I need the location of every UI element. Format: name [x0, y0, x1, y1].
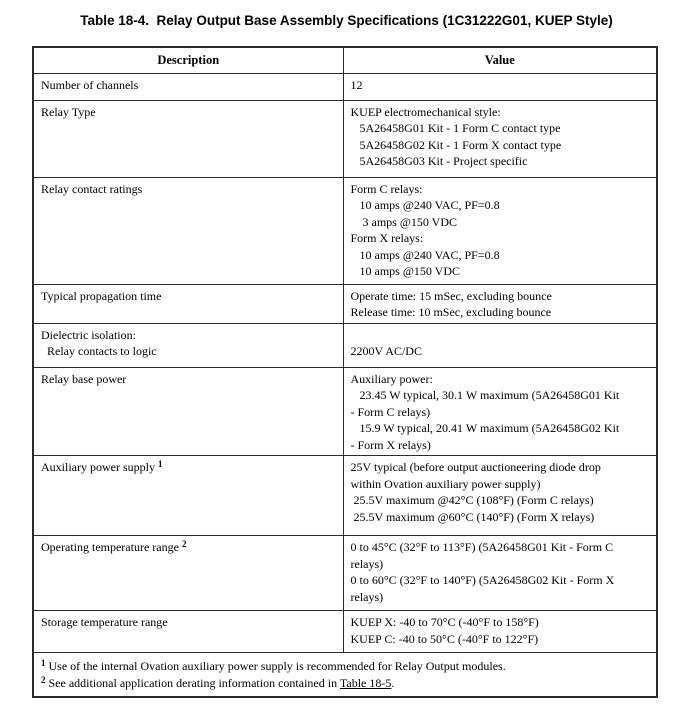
- column-header-description: Description: [33, 47, 343, 73]
- text-line: KUEP C: -40 to 50°C (-40°F to 122°F): [350, 631, 539, 646]
- footnote-text: Use of the internal Ovation auxiliary power supply is recommended for Relay Output modules.: [48, 659, 506, 673]
- table-18-5-link[interactable]: Table 18-5: [339, 676, 392, 690]
- text-line: KUEP electromechanical style:: [350, 104, 501, 119]
- text-line: Relay Type: [41, 104, 96, 119]
- cell-description: [33, 284, 343, 323]
- footnote-line: [41, 675, 650, 692]
- cell-value: [343, 456, 657, 536]
- text-line: Form C relays:: [350, 181, 423, 196]
- text-line: Typical propagation time: [41, 288, 162, 303]
- table-row: [33, 323, 657, 367]
- cell-value: [343, 100, 657, 177]
- text-line: [351, 327, 651, 344]
- header-row: [33, 47, 657, 73]
- text-line: KUEP X: -40 to 70°C (-40°F to 158°F): [350, 615, 539, 629]
- table-row: [33, 611, 657, 653]
- cell-description: [33, 177, 343, 284]
- footnote-marker: 1: [41, 657, 46, 668]
- text-line: 0 to 60°C (32°F to 140°F) (5A26458G02 Kit - Form X: [350, 573, 615, 587]
- spec-table: [32, 46, 658, 698]
- table-row: [33, 456, 657, 536]
- cell-description: [33, 323, 343, 367]
- cell-description: [33, 73, 343, 100]
- text-line: Number of channels: [41, 77, 139, 92]
- cell-description: [33, 367, 343, 456]
- text-line: Operate time: 15 mSec, excluding bounce: [350, 288, 552, 303]
- text-line: Relay contact ratings: [41, 181, 143, 196]
- footnote-marker: 2: [41, 674, 46, 685]
- text-line: Relay contacts to logic: [41, 344, 157, 358]
- footnote-cell: [33, 653, 657, 697]
- text-line: relays): [350, 589, 384, 604]
- text-line: 23.45 W typical, 30.1 W maximum (5A26458G01 Kit: [350, 388, 620, 402]
- table-body: [33, 73, 657, 697]
- cell-description: [33, 100, 343, 177]
- cell-description: [33, 536, 343, 611]
- text-line: 0 to 45°C (32°F to 113°F) (5A26458G01 Kit - Form C: [350, 540, 614, 554]
- footnote-line: [41, 658, 650, 675]
- table-caption: Table 18-4. Relay Output Base Assembly Specifications (1C31222G01, KUEP Style): [80, 13, 613, 28]
- table-row: [33, 177, 657, 284]
- text-line: Dielectric isolation:: [41, 327, 136, 342]
- text-line: 5A26458G03 Kit - Project specific: [350, 154, 528, 168]
- cell-value: [343, 536, 657, 611]
- text-line: Operating temperature range $^2$: [41, 538, 187, 554]
- table-row: [33, 284, 657, 323]
- text-line: Storage temperature range: [41, 615, 168, 629]
- cell-description: [33, 611, 343, 653]
- text-line: 25.5V maximum @60°C (140°F) (Form X relays): [350, 509, 595, 524]
- text-line: 25.5V maximum @42°C (108°F) (Form C relays): [350, 493, 594, 507]
- cell-value: [343, 73, 657, 100]
- footnote-marker: 2: [181, 538, 187, 549]
- footnote-text: See additional application derating information contained in: [48, 676, 340, 690]
- cell-value: [343, 367, 657, 456]
- cell-value: [343, 177, 657, 284]
- text-line: 12: [350, 77, 363, 92]
- text-line: 3 amps @150 VDC: [350, 214, 457, 229]
- text-line: - Form X relays): [350, 437, 431, 452]
- table-row: [33, 73, 657, 100]
- text-line: within Ovation auxiliary power supply): [350, 476, 541, 491]
- text-line: relays): [350, 556, 384, 571]
- table-row: [33, 536, 657, 611]
- text-line: Auxiliary power supply $^1$: [41, 458, 163, 474]
- cell-value: [343, 323, 657, 367]
- column-header-value: Value: [343, 47, 657, 73]
- text-line: - Form C relays): [350, 404, 431, 419]
- text-line: Relay base power: [41, 371, 127, 386]
- footnote-row: [33, 653, 657, 697]
- text-line: 5A26458G02 Kit - 1 Form X contact type: [350, 137, 562, 152]
- cell-value: [343, 611, 657, 653]
- table-row: [33, 100, 657, 177]
- text-line: 2200V AC/DC: [350, 344, 422, 358]
- table-row: [33, 367, 657, 456]
- text-line: Form X relays:: [350, 231, 424, 245]
- text-line: 10 amps @150 VDC: [350, 264, 460, 278]
- cell-description: [33, 456, 343, 536]
- footnote-marker: 1: [157, 458, 163, 469]
- text-line: 25V typical (before output auctioneering diode drop: [350, 460, 601, 474]
- text-line: 15.9 W typical, 20.41 W maximum (5A26458G02 Kit: [350, 421, 620, 435]
- text-line: 10 amps @240 VAC, PF=0.8: [350, 247, 500, 262]
- text-line: 5A26458G01 Kit - 1 Form C contact type: [350, 121, 561, 135]
- cell-value: [343, 284, 657, 323]
- footnote-text: .: [391, 676, 395, 690]
- text-line: Release time: 10 mSec, excluding bounce: [350, 305, 552, 319]
- text-line: 10 amps @240 VAC, PF=0.8: [350, 198, 500, 212]
- text-line: Auxiliary power:: [350, 371, 433, 386]
